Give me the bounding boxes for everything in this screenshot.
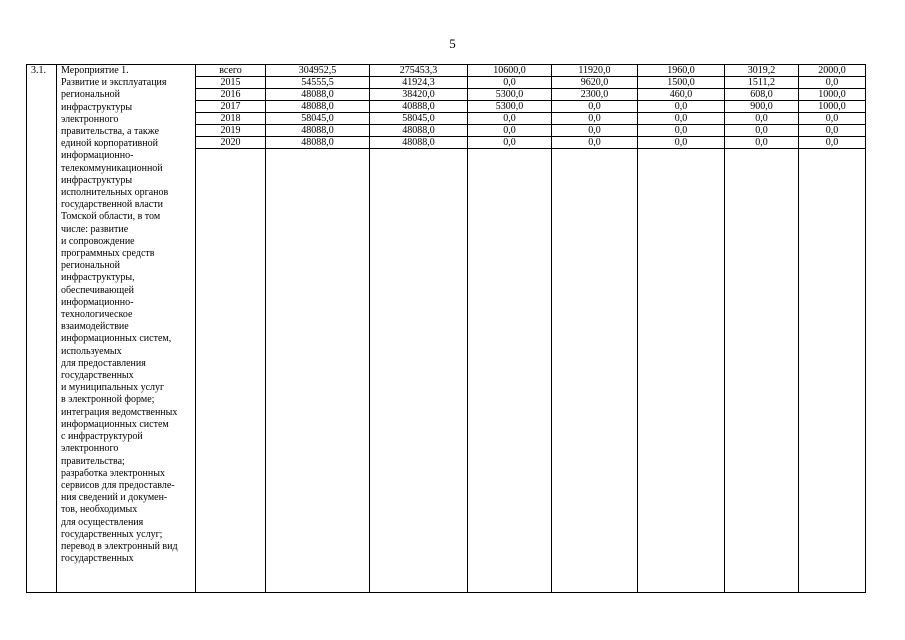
empty-cell [196, 149, 266, 593]
value-cell: 5300,0 [468, 89, 552, 101]
value-cell: 48088,0 [266, 89, 370, 101]
page-number: 5 [449, 36, 456, 51]
value-cell: 48088,0 [370, 125, 468, 137]
value-cell: 10600,0 [468, 65, 552, 77]
value-cell: 38420,0 [370, 89, 468, 101]
value-cell: 1960,0 [638, 65, 725, 77]
value-cell: 0,0 [799, 125, 866, 137]
value-cell: 460,0 [638, 89, 725, 101]
year-cell: 2016 [196, 89, 266, 101]
value-cell: 9620,0 [552, 77, 638, 89]
value-cell: 0,0 [638, 137, 725, 149]
value-cell: 608,0 [725, 89, 799, 101]
value-cell: 5300,0 [468, 101, 552, 113]
value-cell: 304952,5 [266, 65, 370, 77]
value-cell: 0,0 [552, 101, 638, 113]
year-cell: 2017 [196, 101, 266, 113]
value-cell: 58045,0 [266, 113, 370, 125]
value-cell: 48088,0 [266, 101, 370, 113]
value-cell: 3019,2 [725, 65, 799, 77]
empty-cell [370, 149, 468, 593]
value-cell: 1000,0 [799, 101, 866, 113]
value-cell: 48088,0 [266, 137, 370, 149]
empty-cell [725, 149, 799, 593]
value-cell: 900,0 [725, 101, 799, 113]
value-cell: 58045,0 [370, 113, 468, 125]
value-cell: 1500,0 [638, 77, 725, 89]
empty-cell [799, 149, 866, 593]
empty-cell [266, 149, 370, 593]
value-cell: 0,0 [468, 113, 552, 125]
value-cell: 0,0 [468, 125, 552, 137]
value-cell: 275453,3 [370, 65, 468, 77]
value-cell: 48088,0 [266, 125, 370, 137]
value-cell: 1000,0 [799, 89, 866, 101]
value-cell: 40888,0 [370, 101, 468, 113]
value-cell: 54555,5 [266, 77, 370, 89]
value-cell: 2000,0 [799, 65, 866, 77]
year-cell: всего [196, 65, 266, 77]
value-cell: 0,0 [552, 137, 638, 149]
budget-table [26, 64, 866, 593]
value-cell: 0,0 [799, 77, 866, 89]
item-description: Мероприятие 1. Развитие и эксплуатация региональной инфраструктуры электронного правительства, а также единой корпоративной информационно- телекоммуникационной инфраструктуры исполнительных органов государственной власти Томской области, в том числе: развитие и сопровождение программных средств региональной инфраструктуры, обеспечивающей информационно- технологическое взаимодействие информационных систем, используемых для предоставления государственных и муниципальных услуг в электронной форме; интеграция ведомственных информационных систем с инфраструктурой электронного правительства; разработка электронных сервисов для предоставле- ния сведений и докумен- тов, необходимых для осуществления государственных услуг; перевод в электронный вид государственных [57, 65, 196, 593]
table-row [27, 65, 866, 77]
value-cell: 0,0 [552, 125, 638, 137]
value-cell: 0,0 [638, 125, 725, 137]
item-code: 3.1. [27, 65, 57, 593]
value-cell: 11920,0 [552, 65, 638, 77]
value-cell: 0,0 [468, 77, 552, 89]
value-cell: 0,0 [725, 125, 799, 137]
value-cell: 2300,0 [552, 89, 638, 101]
value-cell: 0,0 [799, 137, 866, 149]
value-cell: 41924,3 [370, 77, 468, 89]
value-cell: 0,0 [638, 101, 725, 113]
year-cell: 2020 [196, 137, 266, 149]
value-cell: 0,0 [725, 113, 799, 125]
year-cell: 2015 [196, 77, 266, 89]
value-cell: 0,0 [552, 113, 638, 125]
value-cell: 1511,2 [725, 77, 799, 89]
year-cell: 2018 [196, 113, 266, 125]
year-cell: 2019 [196, 125, 266, 137]
value-cell: 0,0 [638, 113, 725, 125]
value-cell: 0,0 [725, 137, 799, 149]
empty-cell [638, 149, 725, 593]
value-cell: 48088,0 [370, 137, 468, 149]
empty-cell [468, 149, 552, 593]
value-cell: 0,0 [799, 113, 866, 125]
empty-cell [552, 149, 638, 593]
value-cell: 0,0 [468, 137, 552, 149]
